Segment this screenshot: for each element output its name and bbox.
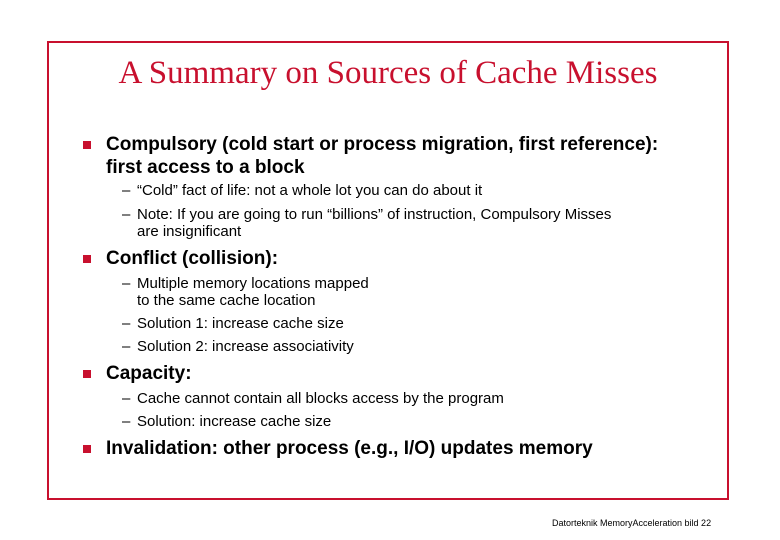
sub-bullet-line: are insignificant — [137, 223, 242, 240]
bullet-line: Capacity: — [106, 363, 192, 384]
slide-footer: Datorteknik MemoryAcceleration bild 22 — [552, 518, 712, 528]
sub-bullet-line: Solution 1: increase cache size — [137, 315, 344, 332]
sub-bullet-line: “Cold” fact of life: not a whole lot you can do about it — [137, 182, 483, 199]
sub-bullet-line: Cache cannot contain all blocks access by the program — [137, 390, 504, 407]
bullet-compulsory — [106, 133, 658, 179]
dash-icon: – — [122, 390, 131, 407]
slide-frame — [47, 41, 729, 500]
bullet-square-icon — [83, 141, 91, 149]
slide-title: A Summary on Sources of Cache Misses — [118, 55, 658, 91]
bullet-square-icon — [83, 445, 91, 453]
dash-icon: – — [122, 206, 131, 223]
dash-icon: – — [122, 315, 131, 332]
bullet-conflict — [106, 247, 278, 270]
sub-bullet-line: Multiple memory locations mapped — [137, 275, 369, 292]
dash-icon: – — [122, 275, 131, 292]
bullet-invalidation — [106, 437, 593, 460]
bullet-line: Invalidation: other process (e.g., I/O) updates memory — [106, 438, 593, 459]
bullet-square-icon — [83, 255, 91, 263]
sub-bullet-line: Solution 2: increase associativity — [137, 338, 354, 355]
bullet-line: first access to a block — [106, 157, 305, 178]
bullet-square-icon — [83, 370, 91, 378]
bullet-line: Compulsory (cold start or process migration, first reference): — [106, 134, 659, 155]
sub-bullet-line: Solution: increase cache size — [137, 413, 332, 430]
dash-icon: – — [122, 338, 131, 355]
bullet-capacity — [106, 362, 192, 385]
dash-icon: – — [122, 413, 131, 430]
bullet-line: Conflict (collision): — [106, 248, 279, 269]
sub-bullet-line: to the same cache location — [137, 292, 316, 309]
sub-bullet-line: Note: If you are going to run “billions” of instruction, Compulsory Misses — [137, 206, 612, 223]
dash-icon: – — [122, 182, 131, 199]
